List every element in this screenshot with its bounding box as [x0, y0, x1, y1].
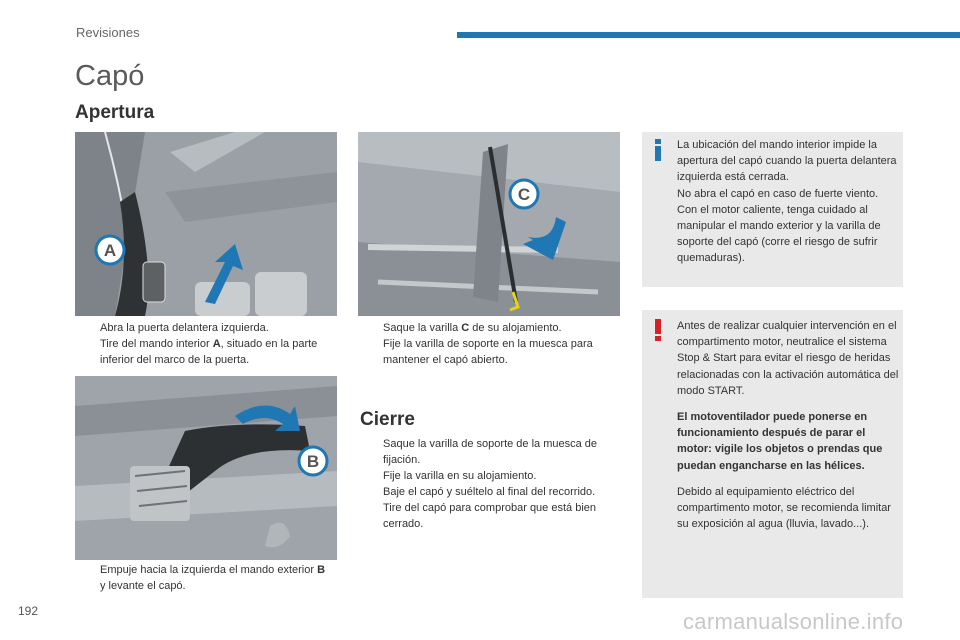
- warning-paragraph-2: El motoventilador puede ponerse en funcionamiento después de parar el motor: vigile los objetos o prendas que puedan engancharse en las hélices.: [677, 411, 883, 472]
- interior-lever-illustration: [75, 132, 337, 316]
- list-item: Saque la varilla de soporte de la muesca de fijación.: [383, 438, 598, 466]
- steps-list-1: [78, 320, 328, 368]
- warning-paragraph-1: Antes de realizar cualquier intervención en el compartimento motor, neutralice el sistema Stop & Start para evitar el riesgo de heridas relacionadas con la activación automática del modo START.: [677, 320, 899, 397]
- list-item: Fije la varilla en su alojamiento.: [383, 470, 537, 482]
- list-item: Baje el capó y suéltelo al final del recorrido.: [383, 486, 596, 498]
- info-text: La ubicación del mando interior impide la apertura del capó cuando la puerta delantera izquierda está cerrada. No abra el capó en caso de fuerte viento. Con el motor caliente, tenga cuidado al manipular el mando exterior y la varilla de soporte del capó (corre el riesgo de sufrir quemaduras).: [677, 139, 897, 265]
- info-icon: [651, 138, 665, 162]
- callout-c-label: C: [517, 185, 531, 204]
- exclamation-icon: [651, 318, 665, 342]
- list-item: Fije la varilla de soporte en la muesca para mantener el capó abierto.: [383, 338, 593, 366]
- list-item: Tire del capó para comprobar que está bien cerrado.: [383, 502, 596, 530]
- warning-box: [642, 310, 903, 598]
- header-bar: [457, 32, 960, 38]
- steps-list-3: [78, 562, 328, 594]
- list-item: Tire del mando interior A, situado en la parte inferior del marco de la puerta.: [100, 338, 318, 366]
- warning-text: [677, 318, 899, 542]
- photo-interior-lever: [75, 132, 337, 316]
- steps-list-2: [361, 320, 619, 368]
- info-box: [642, 132, 903, 287]
- photo-support-rod: [358, 132, 620, 316]
- page-number: 192: [18, 604, 39, 618]
- callout-a-label: A: [103, 241, 117, 260]
- heading-cierre: Cierre: [360, 409, 415, 430]
- callout-b-label: B: [306, 452, 320, 471]
- list-item: Abra la puerta delantera izquierda.: [100, 322, 269, 334]
- watermark: carmanualsonline.info: [683, 609, 904, 634]
- section-label: Revisiones: [76, 25, 140, 40]
- exterior-lever-illustration: [75, 376, 337, 560]
- closing-steps-list: [361, 436, 611, 532]
- list-item: Empuje hacia la izquierda el mando exterior B y levante el capó.: [100, 564, 326, 592]
- photo-exterior-lever: [75, 376, 337, 560]
- warning-paragraph-3: Debido al equipamiento eléctrico del compartimento motor, se recomienda limitar su exposición al agua (lluvia, lavado...).: [677, 485, 891, 531]
- page-title: Capó: [75, 60, 145, 92]
- list-item: Saque la varilla C de su alojamiento.: [383, 322, 562, 334]
- support-rod-illustration: [358, 132, 620, 316]
- heading-apertura: Apertura: [75, 102, 155, 123]
